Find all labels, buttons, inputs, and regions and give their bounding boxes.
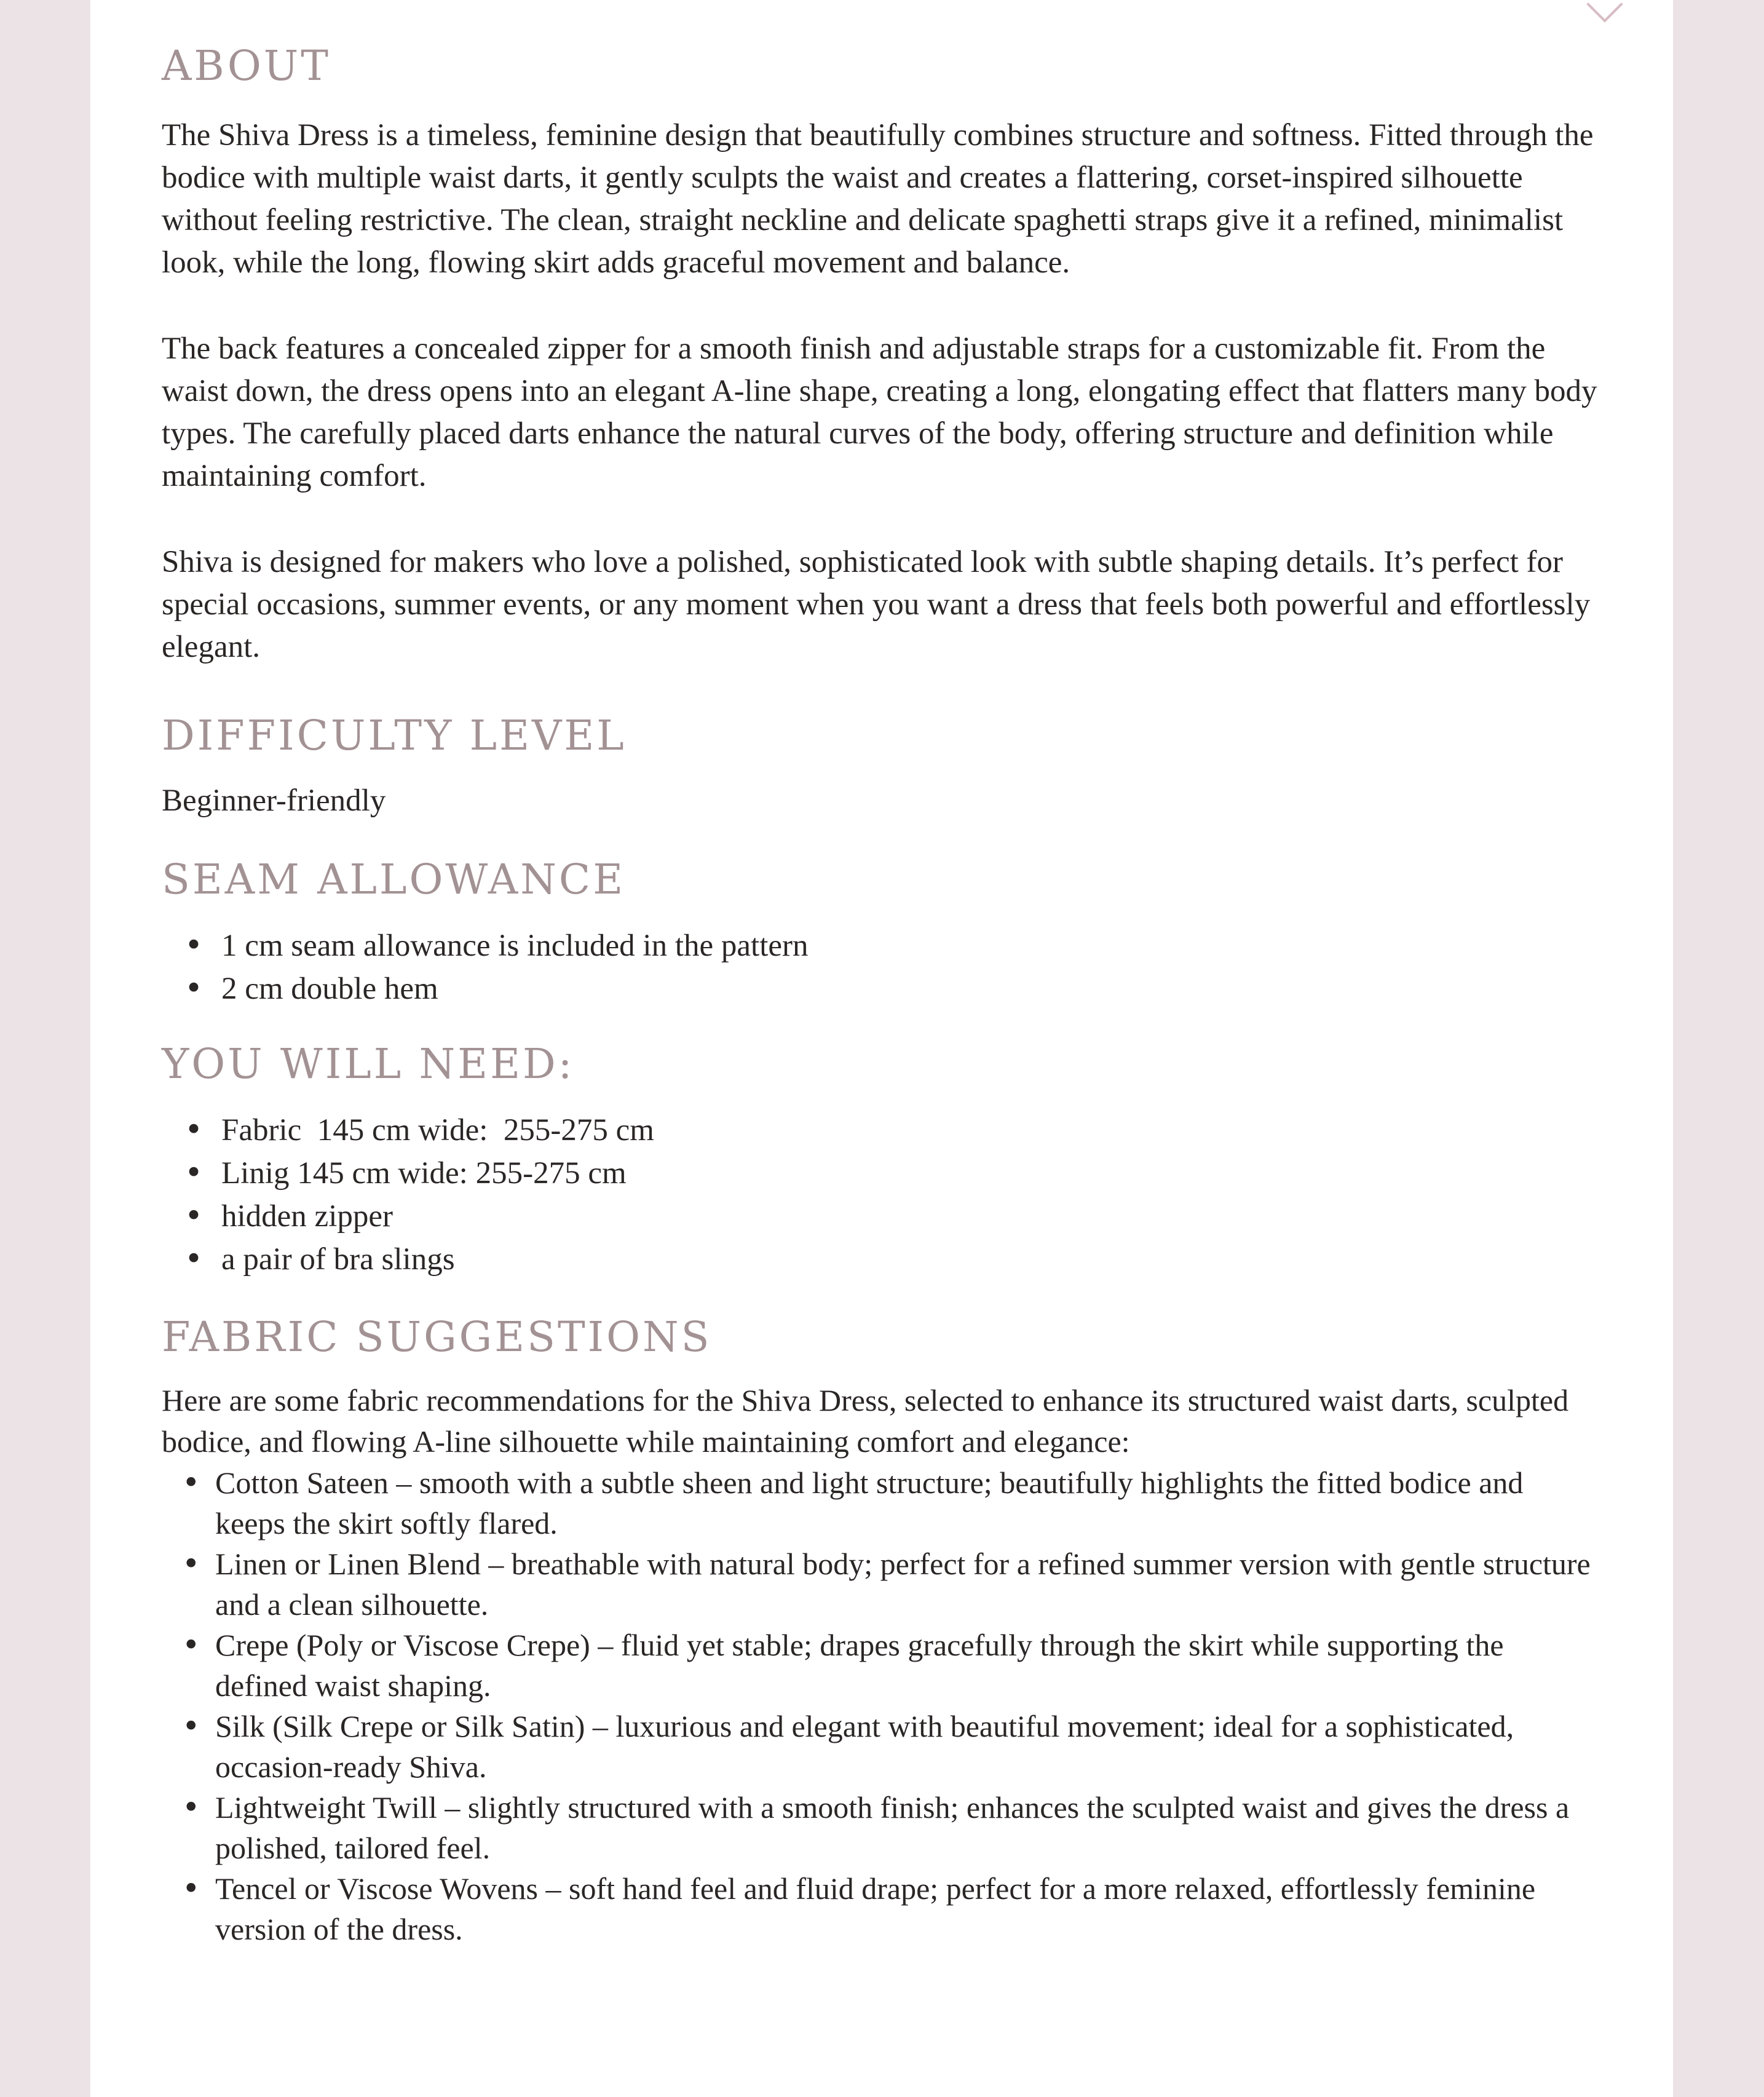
- about-paragraph-1: The Shiva Dress is a timeless, feminine design that beautifully combines structure and softness. Fitted through the bodice with multiple waist darts, it gently sculpts the waist and creates a flattering, corset-inspired silhouette without feeling restrictive. The clean, straight neckline and delicate spaghetti straps give it a refined, minimalist look, while the long, flowing skirt adds graceful movement and balance.: [162, 118, 1594, 280]
- list-item-text: Lightweight Twill – slightly structured with a smooth finish; enhances the sculpted waist and gives the dress a polished, tailored feel.: [215, 1790, 1570, 1865]
- bullet-icon: •: [184, 1198, 204, 1234]
- seam-allowance-section: [162, 852, 1600, 1010]
- list-item-text: hidden zipper: [221, 1199, 393, 1234]
- you-will-need-heading: YOU WILL NEED:: [162, 1040, 575, 1088]
- difficulty-heading: DIFFICULTY LEVEL: [162, 712, 627, 759]
- list-item-text: Cotton Sateen – smooth with a subtle sheen and light structure; beautifully highlights the fitted bodice and keeps the skirt softly flared.: [215, 1465, 1524, 1540]
- list-item-text: 2 cm double hem: [221, 972, 438, 1006]
- list-item: [162, 1544, 1600, 1625]
- list-item-text: 1 cm seam allowance is included in the pattern: [221, 929, 809, 963]
- you-will-need-section: [162, 1036, 1600, 1281]
- bullet-icon: •: [184, 927, 204, 964]
- list-item-text: Tencel or Viscose Wovens – soft hand feel and fluid drape; perfect for a more relaxed, effortlessly feminine version of the dress.: [215, 1871, 1536, 1946]
- fabric-suggestions-heading: FABRIC SUGGESTIONS: [162, 1313, 712, 1361]
- list-item: [162, 1706, 1600, 1787]
- bullet-icon: •: [182, 1546, 200, 1582]
- list-item-text: a pair of bra slings: [221, 1242, 455, 1277]
- about-heading: ABOUT: [162, 42, 331, 90]
- bullet-icon: •: [184, 1155, 204, 1191]
- bullet-icon: •: [184, 1112, 204, 1148]
- list-item: [162, 924, 1600, 967]
- difficulty-text: Beginner-friendly: [162, 783, 386, 818]
- bullet-icon: •: [182, 1627, 200, 1663]
- fabric-suggestions-list: [162, 1462, 1600, 1949]
- bullet-icon: •: [182, 1871, 200, 1906]
- list-item: [162, 1109, 1600, 1152]
- list-item: [162, 1462, 1600, 1544]
- seam-allowance-heading: SEAM ALLOWANCE: [162, 855, 626, 903]
- list-item: [162, 1868, 1600, 1949]
- list-item: [162, 1152, 1600, 1195]
- bullet-icon: •: [184, 970, 204, 1007]
- list-item: [162, 967, 1600, 1010]
- bullet-icon: •: [182, 1790, 200, 1825]
- seam-allowance-list: [162, 924, 1600, 1010]
- bullet-icon: •: [182, 1708, 200, 1744]
- list-item: [162, 1787, 1600, 1868]
- list-item-text: Silk (Silk Crepe or Silk Satin) – luxurious and elegant with beautiful movement; ideal for a sophisticated, occasion-ready Shiva.: [215, 1709, 1514, 1784]
- document-page: [90, 0, 1673, 2097]
- list-item-text: Linen or Linen Blend – breathable with natural body; perfect for a refined summer version with gentle structure and a clean silhouette.: [215, 1547, 1591, 1622]
- difficulty-section: [162, 708, 1600, 822]
- list-item: [162, 1195, 1600, 1238]
- list-item-text: Linig 145 cm wide: 255-275 cm: [221, 1156, 627, 1191]
- list-item-text: Crepe (Poly or Viscose Crepe) – fluid yet stable; drapes gracefully through the skirt while supporting the defined waist shaping.: [215, 1628, 1504, 1703]
- fabric-suggestions-section: [162, 1309, 1600, 1949]
- about-paragraph-3: Shiva is designed for makers who love a polished, sophisticated look with subtle shaping details. It’s perfect for special occasions, summer events, or any moment when you want a dress that feels both powerful and effortlessly elegant.: [162, 545, 1591, 664]
- corner-decoration-icon: [1586, 0, 1623, 23]
- about-paragraph-2: The back features a concealed zipper for a smooth finish and adjustable straps for a customizable fit. From the waist down, the dress opens into an elegant A-line shape, creating a long, elongating effect that flatters many body types. The carefully placed darts enhance the natural curves of the body, offering structure and definition while maintaining comfort.: [162, 331, 1597, 493]
- about-section: [162, 38, 1600, 668]
- list-item: [162, 1238, 1600, 1281]
- bullet-icon: •: [182, 1465, 200, 1500]
- fabric-suggestions-intro: Here are some fabric recommendations for the Shiva Dress, selected to enhance its structured waist darts, sculpted bodice, and flowing A-line silhouette while maintaining comfort and elegance:: [162, 1383, 1569, 1459]
- list-item: [162, 1625, 1600, 1706]
- you-will-need-list: [162, 1109, 1600, 1281]
- list-item-text: Fabric 145 cm wide: 255-275 cm: [221, 1113, 654, 1148]
- bullet-icon: •: [184, 1241, 204, 1277]
- page-content: [162, 38, 1600, 1949]
